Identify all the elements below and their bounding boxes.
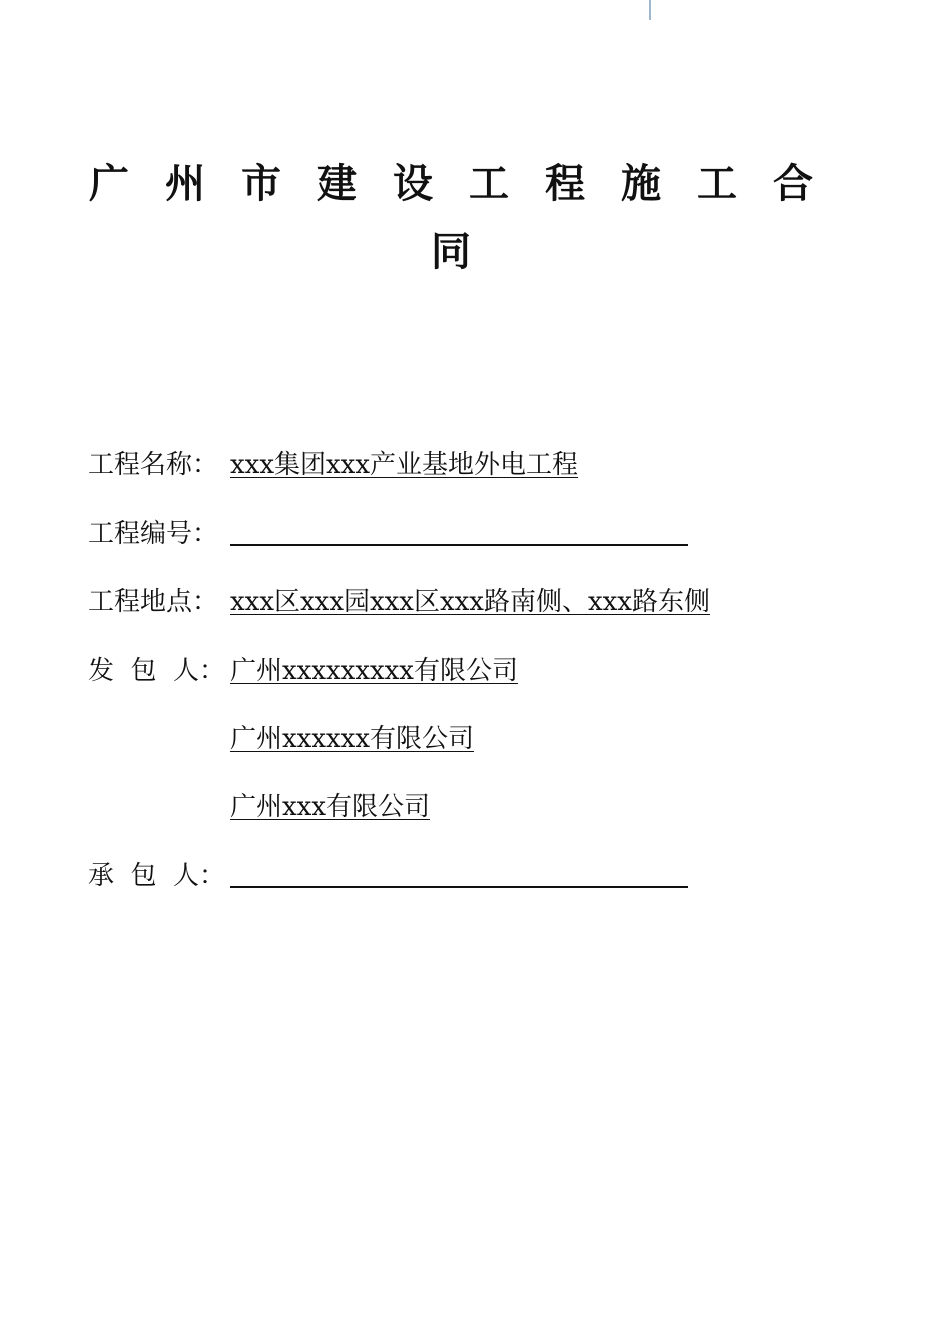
contractor-label: 承 包 人：: [88, 861, 226, 891]
contractor-row: [88, 856, 688, 896]
employer-label: 发 包 人：: [88, 656, 226, 686]
contract-title: 广州市建设工程施工合同: [89, 161, 849, 275]
project-number-label: 工程编号：: [88, 519, 219, 549]
project-location-label: 工程地点：: [88, 587, 219, 617]
project-name-label: 工程名称：: [88, 450, 219, 480]
project-location-value: xxx区xxx园xxx区xxx路南侧、xxx路东侧: [230, 587, 710, 617]
employer-row: [88, 651, 518, 691]
employer-value: 广州xxxxxxxxx有限公司: [230, 656, 518, 686]
project-location-row: [88, 582, 710, 622]
project-name-row: [88, 445, 578, 485]
project-number-row: [88, 514, 688, 554]
project-number-blank: [230, 514, 688, 546]
employer-third: 广州xxx有限公司: [230, 792, 430, 822]
contractor-blank: [230, 856, 688, 888]
top-edge-mark: [649, 0, 651, 20]
employer-second: 广州xxxxxx有限公司: [230, 724, 474, 754]
project-name-value: xxx集团xxx产业基地外电工程: [230, 450, 578, 480]
